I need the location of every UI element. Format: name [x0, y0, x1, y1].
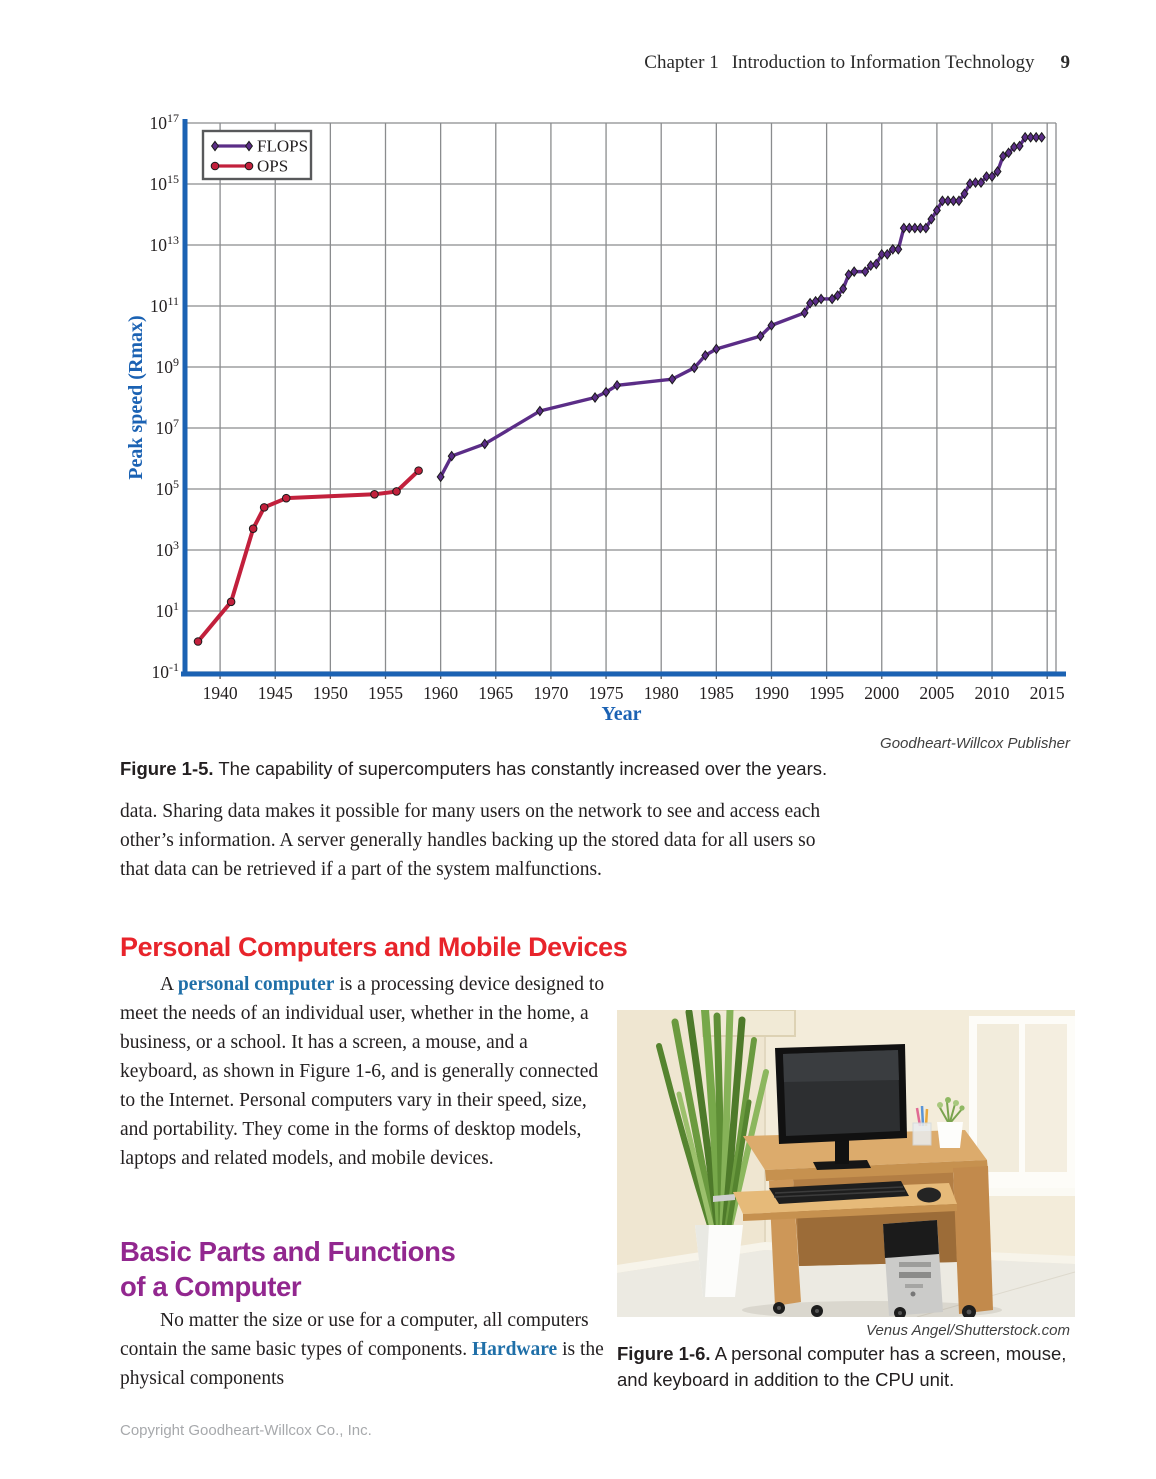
svg-text:Year: Year	[601, 703, 642, 725]
svg-text:101: $10^1$	[155, 599, 179, 621]
svg-text:1011: $10^{11}$	[149, 294, 179, 316]
svg-text:10-1: $10^{-1}$	[151, 660, 179, 682]
svg-text:2010: 2010	[974, 683, 1010, 703]
heading-basic-parts-line1: Basic Parts and Functions	[120, 1236, 456, 1267]
bp-para-lead: No matter the size or use for a computer, all computers contain the same basic types of components.	[120, 1310, 589, 1360]
svg-text:FLOPS: FLOPS	[257, 136, 309, 156]
svg-text:1940: 1940	[202, 683, 238, 703]
copyright-footer: Copyright Goodheart-Willcox Co., Inc.	[120, 1422, 372, 1439]
svg-text:1017: $10^{17}$	[149, 111, 179, 133]
pc-para-lead: A	[160, 974, 178, 995]
supercomputer-speed-chart	[120, 96, 1095, 746]
personal-computers-paragraph	[120, 970, 606, 1173]
svg-text:2015: 2015	[1029, 683, 1065, 703]
figure-1-5-caption	[120, 756, 920, 782]
heading-basic-parts	[120, 1234, 455, 1304]
svg-text:1955: 1955	[368, 683, 404, 703]
page-number: 9	[1060, 52, 1070, 73]
figure-1-6-caption-text: A personal computer has a screen, mouse, and keyboard in addition to the CPU unit.	[617, 1343, 1067, 1390]
pc-para-rest: is a processing device designed to meet the needs of an individual user, whether in the home, a business, or a school. It has a screen, a mouse, and a keyboard, as shown in Figure 1-6, and is generally connected to the Internet. Personal computers vary in their speed, size, and portability. They come in the forms of desktop models, laptops and related models, and mobile devices.	[120, 974, 605, 1169]
figure-1-6-caption-label: Figure 1-6.	[617, 1343, 711, 1364]
figure-1-6-caption	[617, 1341, 1073, 1393]
svg-text:1985: 1985	[698, 683, 734, 703]
svg-text:1995: 1995	[809, 683, 845, 703]
heading-personal-computers: Personal Computers and Mobile Devices	[120, 932, 628, 962]
svg-text:2005: 2005	[919, 683, 955, 703]
svg-text:105: $10^5$	[155, 477, 179, 499]
key-term-hardware: Hardware	[472, 1339, 558, 1360]
intro-paragraph	[120, 797, 826, 884]
svg-text:1965: 1965	[478, 683, 514, 703]
svg-text:2000: 2000	[864, 683, 900, 703]
intro-paragraph-text: data. Sharing data makes it possible for many users on the network to see and access each other’s information. A server generally handles backing up the stored data for all users so that data can be retrieved if a part of the system malfunctions.	[120, 801, 821, 880]
svg-text:103: $10^3$	[155, 538, 179, 560]
figure-1-5-chart	[120, 96, 1095, 746]
svg-text:1970: 1970	[533, 683, 569, 703]
svg-text:1950: 1950	[312, 683, 348, 703]
heading-basic-parts-line2: of a Computer	[120, 1271, 302, 1302]
figure-1-6-credit: Venus Angel/Shutterstock.com	[866, 1322, 1070, 1339]
chapter-label: Chapter 1	[644, 52, 719, 73]
svg-text:Peak speed (Rmax): Peak speed (Rmax)	[125, 315, 147, 480]
svg-text:OPS: OPS	[257, 156, 289, 176]
figure-1-6-photo	[617, 1010, 1075, 1317]
chapter-title: Introduction to Information Technology	[731, 52, 1035, 73]
figure-1-5-caption-label: Figure 1-5.	[120, 758, 214, 779]
bp-para-rest: is the physical components	[120, 1339, 604, 1389]
key-term-personal-computer: personal computer	[177, 974, 335, 995]
svg-text:1980: 1980	[643, 683, 679, 703]
svg-text:1945: 1945	[257, 683, 293, 703]
svg-text:1960: 1960	[423, 683, 459, 703]
svg-text:107: $10^7$	[155, 416, 179, 438]
svg-text:109: $10^9$	[155, 355, 179, 377]
figure-1-5-credit: Goodheart-Willcox Publisher	[880, 735, 1070, 752]
svg-text:1015: $10^{15}$	[149, 172, 179, 194]
figure-1-5-caption-text: The capability of supercomputers has constantly increased over the years.	[218, 758, 828, 779]
basic-parts-paragraph	[120, 1306, 632, 1393]
svg-text:1013: $10^{13}$	[149, 233, 179, 255]
page-header	[644, 52, 1070, 74]
svg-text:1990: 1990	[753, 683, 789, 703]
svg-text:1975: 1975	[588, 683, 624, 703]
